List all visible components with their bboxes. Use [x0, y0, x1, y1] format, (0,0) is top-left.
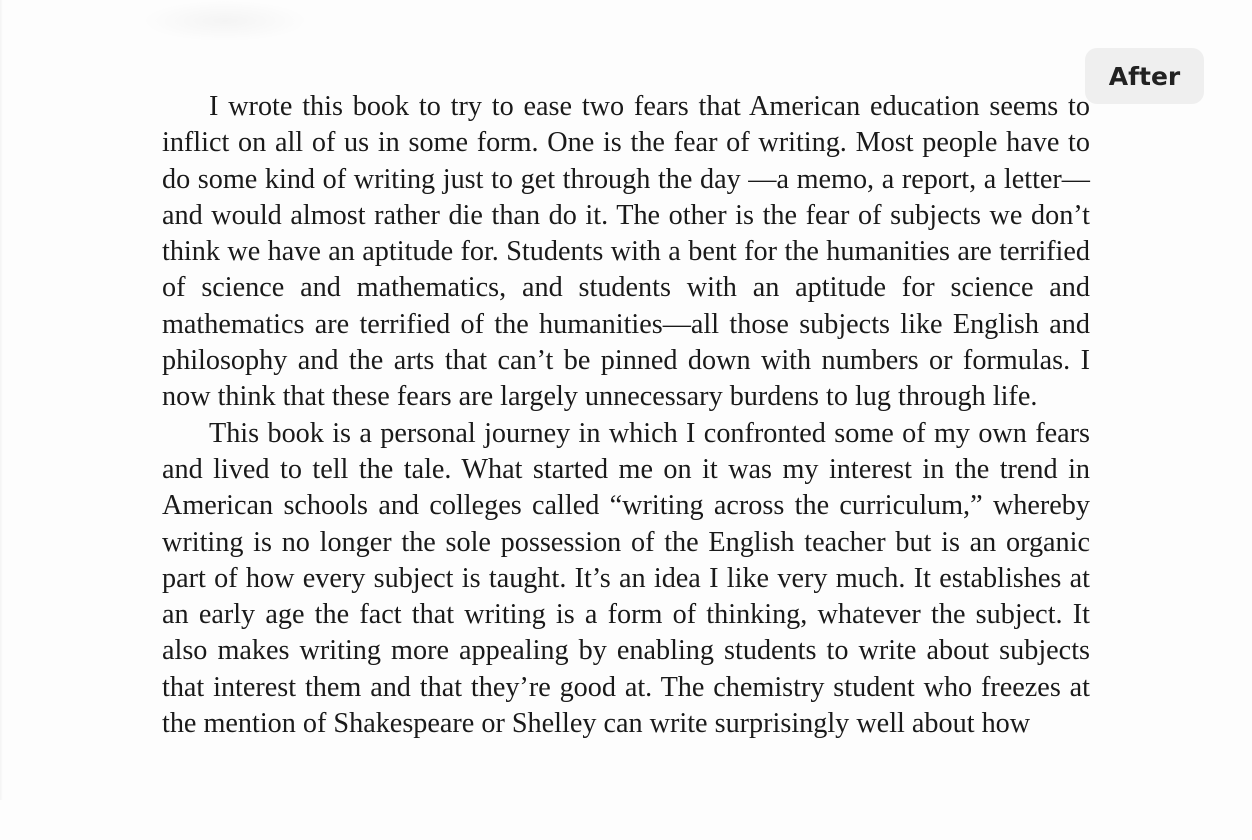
body-text	[162, 89, 1090, 742]
paragraph-2: This book is a personal journey in which I confronted some of my own fears and lived to tell the tale. What started me on it was my interest in the trend in American schools and colleges called “writing across the curriculum,” whereby writing is no longer the sole possession of the English teacher but is an organic part of how every subject is taught. It’s an idea I like very much. It establishes at an early age the fact that writing is a form of thinking, whatever the subject. It also makes writing more appealing by enabling students to write about subjects that interest them and that they’re good at. The chemistry student who freezes at the mention of Shakespeare or Shelley can write surprisingly well about how	[162, 417, 1090, 740]
paragraph-1: I wrote this book to try to ease two fears that American education seems to inflict on all of us in some form. One is the fear of writing. Most people have to do some kind of writing just to get through the day —a memo, a report, a letter—and would almost rather die than do it. The other is the fear of subjects we don’t think we have an aptitude for. Students with a bent for the humanities are terrified of science and mathematics, and students with an aptitude for science and mathematics are terrified of the humanities—all those subjects like English and philosophy and the arts that can’t be pinned down with numbers or formulas. I now think that these fears are largely unnecessary burdens to lug through life.	[162, 91, 1090, 413]
scan-shadow	[140, 0, 310, 42]
page-edge	[0, 0, 3, 800]
after-badge: After	[1085, 48, 1204, 104]
